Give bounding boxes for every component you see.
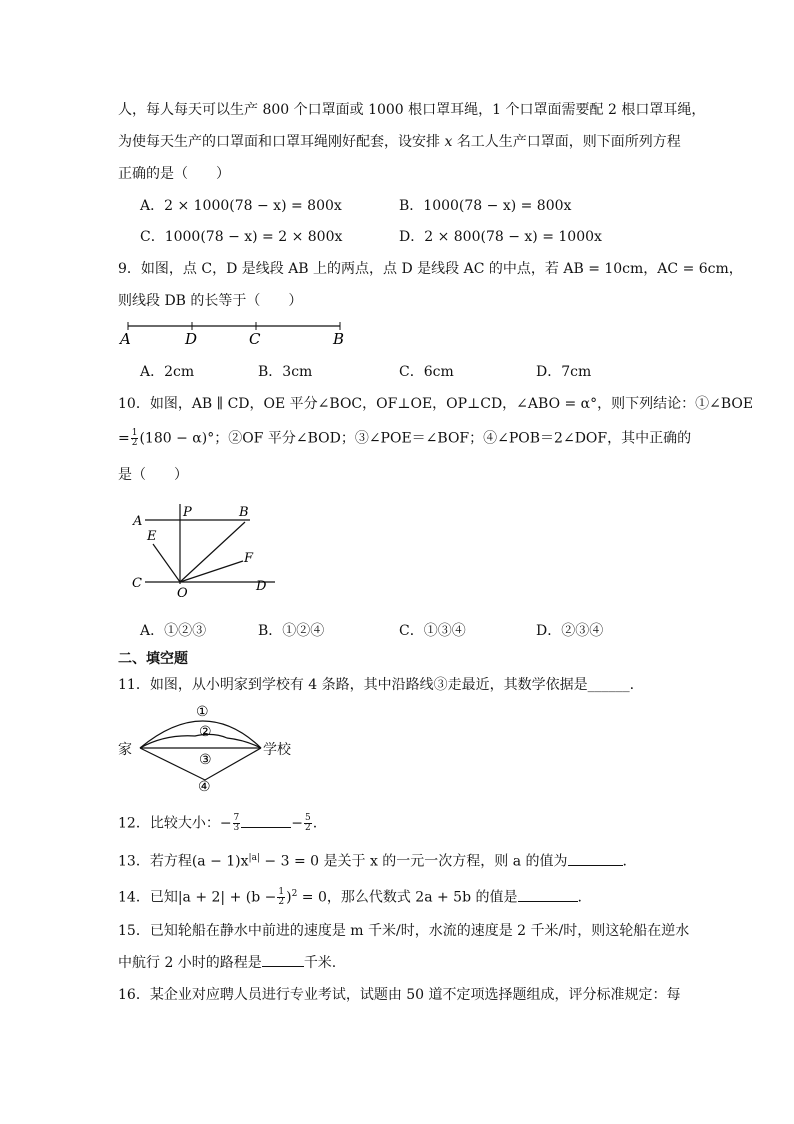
- route-3-label: ③: [199, 752, 212, 768]
- q10-option-a[interactable]: A．①②③: [140, 623, 207, 639]
- ray-ob: [180, 522, 245, 582]
- q10-eq: =: [118, 430, 130, 447]
- q13-body: − 3 = 0 是关于 x 的一元一次方程，则 a 的值为: [259, 853, 568, 870]
- q11-school-label: 学校: [263, 742, 291, 758]
- q12-minus: −: [291, 815, 304, 832]
- q11-routes-figure: [135, 698, 265, 794]
- q8-line3: 正确的是（ ）: [118, 166, 230, 182]
- q8-line2: [118, 133, 681, 151]
- ray-of: [180, 561, 243, 582]
- label-f: F: [244, 551, 254, 566]
- label-a: A: [133, 514, 143, 529]
- q14-prefix: 14．已知|a + 2| + (b −: [118, 889, 277, 906]
- q10-line3: 是（ ）: [118, 467, 188, 483]
- q14-body: = 0，那么代数式 2a + 5b 的值是: [297, 889, 518, 906]
- q14-line: [118, 885, 582, 907]
- q15-line2-prefix: 中航行 2 小时的路程是: [118, 955, 262, 971]
- q8-line2-b: 名工人生产口罩面，则下面所列方程: [456, 134, 681, 150]
- q15-answer-blank[interactable]: [262, 954, 304, 967]
- q13-answer-blank[interactable]: [568, 853, 623, 866]
- q15-line1: 15．已知轮船在静水中前进的速度是 m 千米/时，水流的速度是 2 千米/时，则这轮船在逆水: [118, 923, 690, 939]
- q11-home-label: 家: [118, 742, 132, 758]
- q10-option-c[interactable]: C．①③④: [399, 623, 466, 639]
- q9-option-c[interactable]: C．6cm: [399, 364, 454, 380]
- q8-line1: 人，每人每天可以生产 800 个口罩面或 1000 根口罩耳绳，1 个口罩面需要配 2 根口罩耳绳，: [118, 102, 706, 118]
- q13-line: [118, 849, 627, 871]
- q14-answer-blank[interactable]: [518, 889, 578, 902]
- q12-answer-blank[interactable]: [241, 815, 291, 828]
- q10-option-d[interactable]: D．②③④: [536, 623, 604, 639]
- route-2-label: ②: [199, 724, 212, 740]
- q15-line2: [118, 954, 336, 972]
- label-d: D: [256, 579, 267, 594]
- route-4-label: ④: [198, 779, 211, 794]
- q13-prefix: 13．若方程(a − 1)x: [118, 853, 249, 870]
- q10-line1: 10．如图，AB ∥ CD，OE 平分∠BOC，OF⊥OE，OP⊥CD，∠ABO = α°，则下列结论：①∠BOE: [118, 396, 754, 412]
- q12-fraction-2: [304, 814, 312, 833]
- point-d-label: D: [185, 330, 198, 348]
- q8-option-b[interactable]: B．1000(78 − x) = 800x: [399, 198, 572, 214]
- q10-fraction: [131, 429, 139, 448]
- q9-option-a[interactable]: A．2cm: [140, 364, 195, 380]
- q10-angle-figure: [125, 500, 285, 602]
- q10-frac-num: 1: [131, 428, 138, 438]
- q14-end: .: [577, 889, 582, 906]
- q9-line2: 则线段 DB 的长等于（ ）: [118, 293, 303, 309]
- label-b: B: [239, 505, 249, 520]
- q8-var: x: [444, 134, 453, 150]
- q16-line1: 16．某企业对应聘人员进行专业考试，试题由 50 道不定项选择题组成，评分标准规定：每: [118, 987, 681, 1003]
- q15-line2-suffix: 千米.: [303, 955, 337, 971]
- q9-option-d[interactable]: D．7cm: [536, 364, 592, 380]
- q10-line2-rest: (180 − α)°；②OF 平分∠BOD；③∠POE＝∠BOF；④∠POB＝2∠DOF，其中正确的: [139, 430, 692, 447]
- ray-oe: [153, 544, 180, 582]
- q12-f1-den: 3: [233, 823, 240, 833]
- label-e: E: [147, 529, 157, 544]
- q14-frac-den: 2: [278, 897, 285, 908]
- q13-end: .: [622, 853, 627, 870]
- q14-frac-num: 1: [278, 887, 285, 898]
- section-title-fill-in: 二、填空题: [118, 651, 188, 667]
- q14-exponent: 2: [291, 889, 298, 899]
- label-p: P: [183, 505, 192, 520]
- q14-close-paren: ): [286, 889, 292, 906]
- q12-end: .: [312, 815, 318, 832]
- q12-f2-den: 2: [305, 823, 311, 833]
- q11-text: 11．如图，从小明家到学校有 4 条路，其中沿路线③走最近，其数学依据是______.: [118, 677, 635, 693]
- q12-f1-num: 7: [233, 813, 240, 823]
- q12-prefix: 12．比较大小：−: [118, 815, 232, 832]
- q9-segment-figure: [112, 318, 362, 350]
- q8-option-c[interactable]: C．1000(78 − x) = 2 × 800x: [140, 229, 343, 245]
- q9-option-b[interactable]: B．3cm: [258, 364, 313, 380]
- q8-option-a[interactable]: A．2 × 1000(78 − x) = 800x: [140, 198, 342, 214]
- q13-exponent: |a|: [248, 853, 260, 863]
- q8-line2-a: 为使每天生产的口罩面和口罩耳绳刚好配套，设安排: [118, 134, 440, 150]
- q12-f2-num: 5: [305, 813, 311, 823]
- q10-option-b[interactable]: B．①②④: [258, 623, 325, 639]
- label-o: O: [177, 586, 188, 601]
- point-a-label: A: [120, 330, 131, 348]
- q9-line1: 9．如图，点 C，D 是线段 AB 上的两点，点 D 是线段 AC 的中点，若 AB = 10cm，AC = 6cm，: [118, 261, 743, 277]
- q12-fraction-1: [233, 814, 241, 833]
- label-c: C: [132, 576, 142, 591]
- q14-fraction: [277, 888, 285, 907]
- q8-option-d[interactable]: D．2 × 800(78 − x) = 1000x: [399, 229, 602, 245]
- q12-line: [118, 814, 317, 833]
- q10-line2: [118, 429, 691, 448]
- route-1-label: ①: [196, 704, 209, 720]
- q10-frac-den: 2: [131, 438, 138, 448]
- point-c-label: C: [249, 330, 261, 348]
- point-b-label: B: [333, 330, 345, 348]
